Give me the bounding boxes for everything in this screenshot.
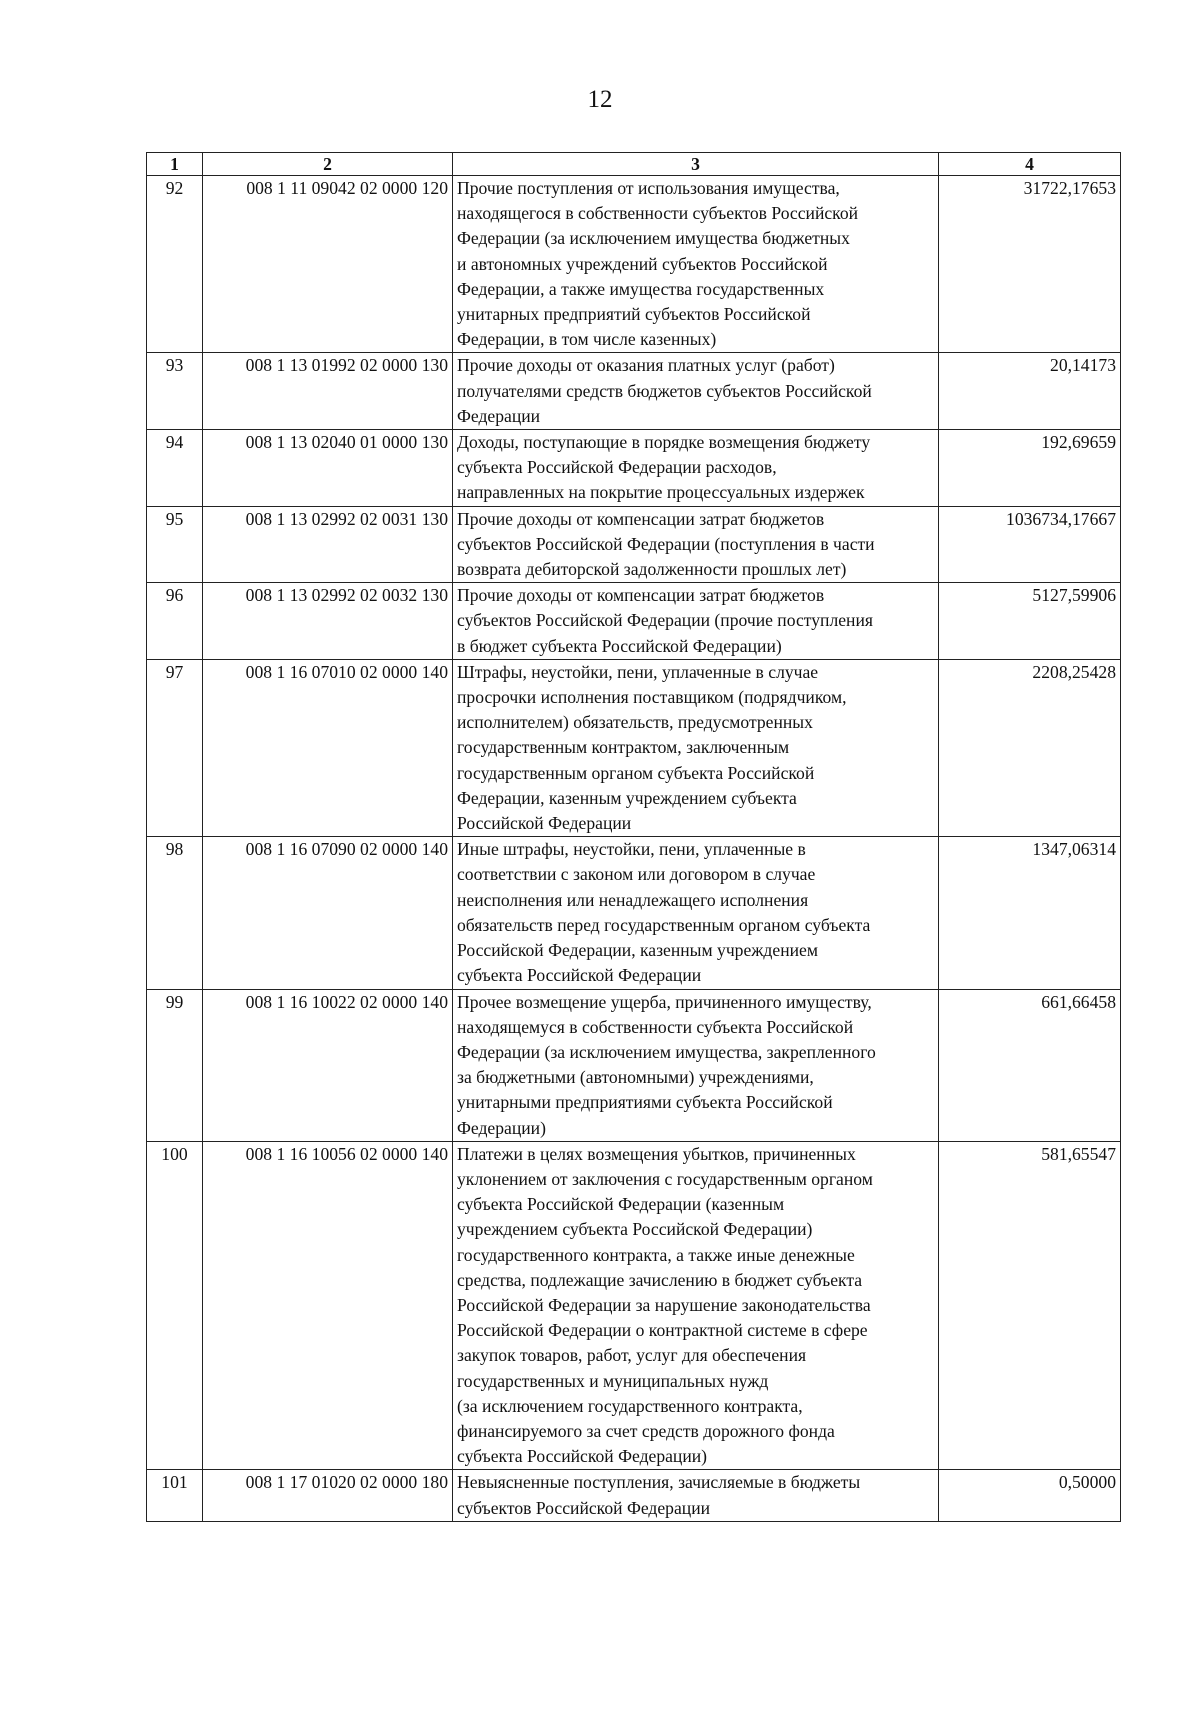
budget-code: 008 1 13 02992 02 0031 130	[203, 506, 453, 583]
table-row	[147, 837, 1121, 989]
page-number: 12	[587, 86, 613, 113]
amount: 20,14173	[939, 353, 1121, 430]
income-description: Прочие доходы от компенсации затрат бюджетов субъектов Российской Федерации (прочие поступления в бюджет субъекта Российской Федерации)	[453, 583, 939, 660]
table-row	[147, 989, 1121, 1141]
amount: 1036734,17667	[939, 506, 1121, 583]
table-row	[147, 353, 1121, 430]
income-description: Прочие доходы от компенсации затрат бюджетов субъектов Российской Федерации (поступления в части возврата дебиторской задолженности прошлых лет)	[453, 506, 939, 583]
amount: 0,50000	[939, 1470, 1121, 1521]
table-body	[147, 176, 1121, 1522]
header-col-4: 4	[939, 153, 1121, 176]
row-number: 94	[147, 430, 203, 507]
header-col-2: 2	[203, 153, 453, 176]
budget-code: 008 1 17 01020 02 0000 180	[203, 1470, 453, 1521]
amount: 5127,59906	[939, 583, 1121, 660]
budget-code: 008 1 13 02992 02 0032 130	[203, 583, 453, 660]
amount: 661,66458	[939, 989, 1121, 1141]
row-number: 101	[147, 1470, 203, 1521]
row-number: 98	[147, 837, 203, 989]
budget-code: 008 1 11 09042 02 0000 120	[203, 176, 453, 353]
budget-code: 008 1 13 01992 02 0000 130	[203, 353, 453, 430]
amount: 192,69659	[939, 430, 1121, 507]
budget-code: 008 1 16 10022 02 0000 140	[203, 989, 453, 1141]
table-row	[147, 583, 1121, 660]
amount: 1347,06314	[939, 837, 1121, 989]
header-col-3: 3	[453, 153, 939, 176]
amount: 31722,17653	[939, 176, 1121, 353]
income-description: Платежи в целях возмещения убытков, причиненных уклонением от заключения с государственным органом субъекта Российской Федерации (казенным учреждением субъекта Российской Федерации) государственного контракта, а также иные денежные средства, подлежащие зачислению в бюджет субъекта Российской Федерации за нарушение законодательства Российской Федерации о контрактной системе в сфере закупок товаров, работ, услуг для обеспечения государственных и муниципальных нужд (за исключением государственного контракта, финансируемого за счет средств дорожного фонда субъекта Российской Федерации)	[453, 1141, 939, 1470]
table-row	[147, 1141, 1121, 1470]
income-description: Прочее возмещение ущерба, причиненного имуществу, находящемуся в собственности субъекта Российской Федерации (за исключением имущества, закрепленного за бюджетными (автономными) учреждениями, унитарными предприятиями субъекта Российской Федерации)	[453, 989, 939, 1141]
table-row	[147, 176, 1121, 353]
table-header	[147, 153, 1121, 176]
table-row	[147, 659, 1121, 836]
income-description: Доходы, поступающие в порядке возмещения бюджету субъекта Российской Федерации расходов, направленных на покрытие процессуальных издержек	[453, 430, 939, 507]
row-number: 96	[147, 583, 203, 660]
amount: 2208,25428	[939, 659, 1121, 836]
budget-code: 008 1 13 02040 01 0000 130	[203, 430, 453, 507]
budget-code: 008 1 16 10056 02 0000 140	[203, 1141, 453, 1470]
table-row	[147, 506, 1121, 583]
amount: 581,65547	[939, 1141, 1121, 1470]
income-description: Невыясненные поступления, зачисляемые в бюджеты субъектов Российской Федерации	[453, 1470, 939, 1521]
budget-code: 008 1 16 07010 02 0000 140	[203, 659, 453, 836]
table-row	[147, 430, 1121, 507]
income-description: Иные штрафы, неустойки, пени, уплаченные в соответствии с законом или договором в случае неисполнения или ненадлежащего исполнения обязательств перед государственным органом субъекта Российской Федерации, казенным учреждением субъекта Российской Федерации	[453, 837, 939, 989]
row-number: 92	[147, 176, 203, 353]
table-row	[147, 1470, 1121, 1521]
row-number: 95	[147, 506, 203, 583]
income-description: Штрафы, неустойки, пени, уплаченные в случае просрочки исполнения поставщиком (подрядчиком, исполнителем) обязательств, предусмотренных государственным контрактом, заключенным государственным органом субъекта Российской Федерации, казенным учреждением субъекта Российской Федерации	[453, 659, 939, 836]
row-number: 93	[147, 353, 203, 430]
header-row	[147, 153, 1121, 176]
budget-code: 008 1 16 07090 02 0000 140	[203, 837, 453, 989]
row-number: 97	[147, 659, 203, 836]
income-description: Прочие доходы от оказания платных услуг (работ) получателями средств бюджетов субъектов Российской Федерации	[453, 353, 939, 430]
row-number: 100	[147, 1141, 203, 1470]
revenue-table	[146, 152, 1121, 1522]
header-col-1: 1	[147, 153, 203, 176]
income-description: Прочие поступления от использования имущества, находящегося в собственности субъектов Российской Федерации (за исключением имущества бюджетных и автономных учреждений субъектов Российской Федерации, а также имущества государственных унитарных предприятий субъектов Российской Федерации, в том числе казенных)	[453, 176, 939, 353]
row-number: 99	[147, 989, 203, 1141]
